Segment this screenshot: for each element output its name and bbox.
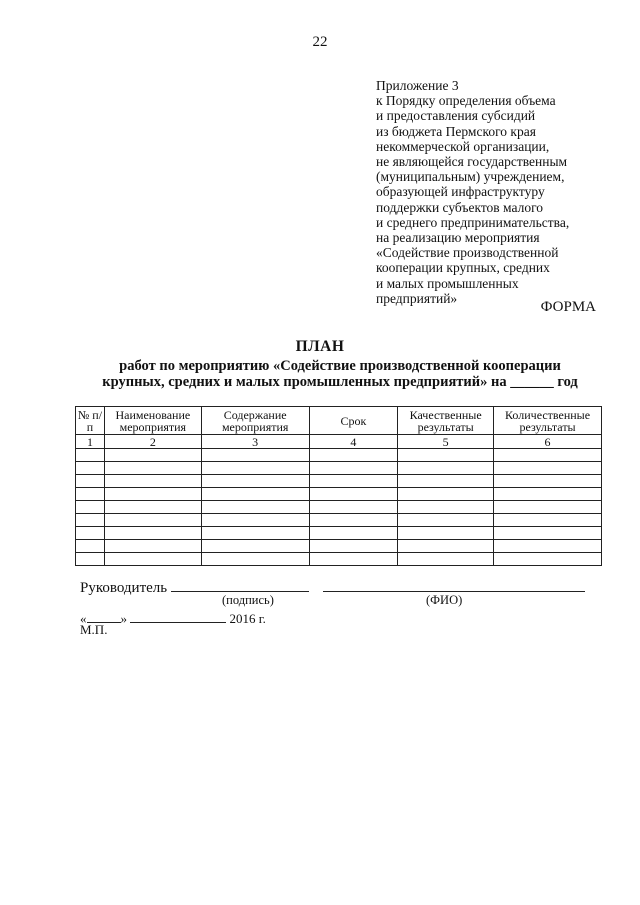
- plan-subtitle-line: работ по мероприятию «Содействие производственной кооперации: [119, 358, 561, 374]
- table-cell: [494, 540, 602, 553]
- table-cell: [201, 527, 309, 540]
- plan-subtitle: [60, 358, 620, 390]
- appendix-line: (муниципальным) учреждением,: [376, 169, 565, 185]
- table-row: [76, 553, 602, 566]
- appendix-line: и предоставления субсидий: [376, 108, 536, 124]
- table-cell: [201, 475, 309, 488]
- table-row: [76, 540, 602, 553]
- column-header-quality: Качественные результаты: [398, 407, 494, 435]
- table-cell: [494, 475, 602, 488]
- table-row: [76, 449, 602, 462]
- column-number: 5: [398, 435, 494, 449]
- table-cell: [309, 449, 398, 462]
- month-blank: [130, 608, 226, 623]
- day-blank: [87, 608, 121, 623]
- table-cell: [201, 462, 309, 475]
- date-line: [80, 608, 266, 627]
- table-cell: [398, 449, 494, 462]
- appendix-line: образующей инфраструктуру: [376, 184, 545, 200]
- signature-line: [80, 577, 585, 597]
- table-cell: [201, 449, 309, 462]
- table-cell: [201, 553, 309, 566]
- table-cell: [104, 488, 201, 501]
- table-row: [76, 527, 602, 540]
- table-cell: [104, 540, 201, 553]
- appendix-line: из бюджета Пермского края: [376, 123, 536, 139]
- table-cell: [398, 527, 494, 540]
- signature-label: Руководитель: [80, 580, 168, 596]
- table-cell: [104, 462, 201, 475]
- plan-table: [75, 406, 602, 566]
- appendix-line: и малых промышленных: [376, 275, 519, 291]
- column-number: 1: [76, 435, 105, 449]
- table-cell: [494, 449, 602, 462]
- table-row: [76, 462, 602, 475]
- appendix-line: «Содействие производственной: [376, 245, 559, 261]
- table-cell: [76, 553, 105, 566]
- table-cell: [494, 488, 602, 501]
- table-cell: [398, 553, 494, 566]
- table-cell: [494, 514, 602, 527]
- column-header-name: Наименование мероприятия: [104, 407, 201, 435]
- column-number: 3: [201, 435, 309, 449]
- column-header-quantity: Количественные результаты: [494, 407, 602, 435]
- table-cell: [398, 462, 494, 475]
- table-cell: [309, 540, 398, 553]
- column-header-content: Содержание мероприятия: [201, 407, 309, 435]
- table-row: [76, 475, 602, 488]
- table-cell: [309, 488, 398, 501]
- table-cell: [76, 488, 105, 501]
- column-header-number: № п/п: [76, 407, 105, 435]
- table-cell: [494, 462, 602, 475]
- table-cell: [201, 514, 309, 527]
- column-number: 4: [309, 435, 398, 449]
- full-name-blank: [323, 577, 585, 592]
- column-number: 2: [104, 435, 201, 449]
- table-cell: [104, 514, 201, 527]
- appendix-line: на реализацию мероприятия: [376, 230, 540, 246]
- appendix-line: кооперации крупных, средних: [376, 260, 550, 276]
- table-cell: [76, 527, 105, 540]
- table-cell: [309, 501, 398, 514]
- plan-subtitle-line: крупных, средних и малых промышленных предприятий» на ______ год: [102, 374, 578, 390]
- table-cell: [398, 514, 494, 527]
- table-cell: [309, 553, 398, 566]
- table-row: [76, 488, 602, 501]
- table-header-row: [76, 407, 602, 435]
- table-row: [76, 501, 602, 514]
- table-cell: [309, 462, 398, 475]
- table-cell: [398, 540, 494, 553]
- table-cell: [104, 501, 201, 514]
- column-number: 6: [494, 435, 602, 449]
- appendix-block: [376, 78, 626, 306]
- column-number-row: [76, 435, 602, 449]
- table-cell: [104, 449, 201, 462]
- appendix-line: поддержки субъектов малого: [376, 199, 544, 215]
- full-name-caption: (ФИО): [426, 593, 463, 607]
- table-cell: [104, 527, 201, 540]
- column-header-deadline: Срок: [309, 407, 398, 435]
- table-cell: [398, 488, 494, 501]
- form-label: ФОРМА: [540, 299, 596, 315]
- table-cell: [494, 501, 602, 514]
- date-close-quote: »: [120, 611, 127, 626]
- table-cell: [201, 540, 309, 553]
- table-cell: [76, 449, 105, 462]
- table-cell: [76, 462, 105, 475]
- signature-blank: [171, 577, 309, 592]
- table-cell: [309, 475, 398, 488]
- plan-title: ПЛАН: [295, 338, 345, 355]
- stamp-label: М.П.: [80, 622, 108, 637]
- table-cell: [309, 527, 398, 540]
- table-cell: [398, 501, 494, 514]
- table-cell: [494, 527, 602, 540]
- table-cell: [76, 501, 105, 514]
- page-number: 22: [312, 34, 328, 50]
- table-cell: [76, 514, 105, 527]
- signature-caption: (подпись): [222, 593, 274, 607]
- table-cell: [398, 475, 494, 488]
- table-cell: [201, 488, 309, 501]
- date-year: 2016 г.: [229, 611, 266, 626]
- table-cell: [201, 501, 309, 514]
- table-cell: [104, 553, 201, 566]
- table-cell: [494, 553, 602, 566]
- table-cell: [309, 514, 398, 527]
- appendix-line: к Порядку определения объема: [376, 93, 556, 109]
- appendix-line: Приложение 3: [376, 78, 459, 93]
- table-cell: [76, 540, 105, 553]
- appendix-line: и среднего предпринимательства,: [376, 214, 570, 230]
- appendix-line: предприятий»: [376, 290, 458, 306]
- appendix-line: некоммерческой организации,: [376, 138, 550, 154]
- appendix-line: не являющейся государственным: [376, 154, 568, 170]
- table-cell: [104, 475, 201, 488]
- table-row: [76, 514, 602, 527]
- date-open-quote: «: [80, 611, 87, 626]
- table-cell: [76, 475, 105, 488]
